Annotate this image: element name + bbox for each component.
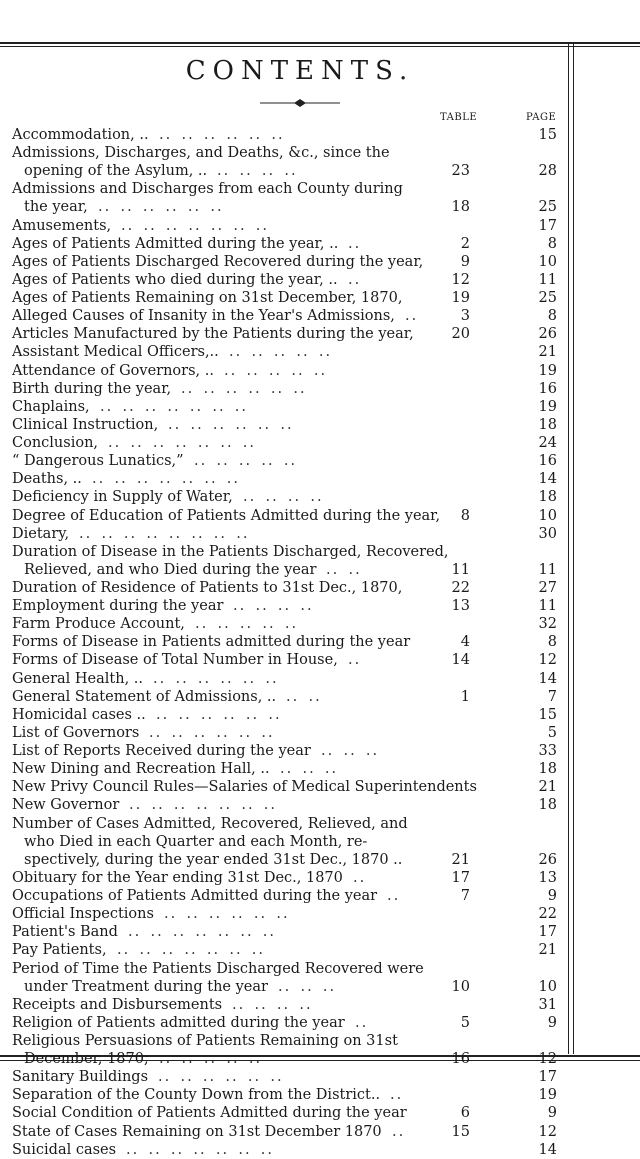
- contents-entry: [0, 706, 640, 724]
- entry-page-number: 33: [538, 743, 557, 760]
- divider-ornament-icon: [250, 98, 350, 108]
- page-title: CONTENTS.: [185, 56, 415, 86]
- entry-text: Ages of Patients Discharged Recovered during the year,: [12, 253, 424, 270]
- entry-table-number: 21: [451, 851, 470, 868]
- entry-page-number: 28: [538, 163, 557, 180]
- contents-entry: [0, 796, 640, 814]
- entry-text: Clinical Instruction,: [12, 416, 159, 433]
- entry-page-number: 14: [538, 471, 557, 488]
- leader-dots: .. .. .. .. .. ..: [168, 416, 294, 433]
- entry-page-number: 12: [538, 1051, 557, 1068]
- contents-entry: [0, 815, 640, 833]
- entry-text: Period of Time the Patients Discharged Recovered were: [12, 960, 424, 977]
- leader-dots: ..: [348, 652, 362, 669]
- entry-text: Chaplains,: [12, 398, 90, 415]
- entry-table-number: 13: [451, 598, 470, 615]
- entry-page-number: 18: [538, 416, 557, 433]
- entry-page-number: 8: [547, 235, 557, 252]
- entry-text: who Died in each Quarter and each Month, re-: [24, 833, 368, 850]
- entry-page-number: 17: [538, 1069, 557, 1086]
- entry-text: New Privy Council Rules—Salaries of Medical Superintendents: [12, 779, 477, 796]
- entry-page-number: 11: [538, 598, 557, 615]
- leader-dots: ..: [348, 235, 362, 252]
- entry-table-number: 6: [460, 1105, 470, 1122]
- entry-text: Social Condition of Patients Admitted during the year: [12, 1105, 407, 1122]
- entry-page-number: 14: [538, 670, 557, 687]
- entry-page-number: 15: [538, 127, 557, 143]
- leader-dots: .. .. .. .. ..: [229, 344, 333, 361]
- entry-text: Farm Produce Account,: [12, 616, 185, 633]
- leader-dots: ..: [355, 1014, 369, 1031]
- entry-page-number: 12: [538, 652, 557, 669]
- entry-table-number: 15: [451, 1123, 470, 1140]
- entry-table-number: 5: [460, 1014, 470, 1031]
- leader-dots: .. .. ..: [278, 978, 337, 995]
- entry-page-number: 19: [538, 362, 557, 379]
- leader-dots: .. .. .. .. .. .. .. ..: [79, 525, 250, 542]
- entry-page-number: 15: [538, 706, 557, 723]
- entry-table-number: 2: [460, 235, 470, 252]
- contents-entry-continuation: [0, 198, 640, 216]
- contents-entry: [0, 905, 640, 923]
- entry-page-number: 17: [538, 924, 557, 941]
- entry-text: the year,: [24, 199, 88, 216]
- contents-entry: [0, 325, 640, 343]
- contents-entry: [0, 633, 640, 651]
- entry-page-number: 12: [538, 1123, 557, 1140]
- contents-entry: [0, 253, 640, 271]
- entry-text: Alleged Causes of Insanity in the Year's Admissions,: [12, 308, 395, 325]
- entry-text: General Health, ..: [12, 670, 144, 687]
- entry-text: Relieved, and who Died during the year: [24, 561, 317, 578]
- contents-entry: [0, 380, 640, 398]
- entry-text: List of Reports Received during the year: [12, 743, 311, 760]
- entry-table-number: 17: [451, 869, 470, 886]
- entry-table-number: 18: [451, 199, 470, 216]
- contents-entry: [0, 235, 640, 253]
- contents-entry: [0, 271, 640, 289]
- entry-text: Admissions and Discharges from each County during: [12, 181, 403, 198]
- contents-entry: [0, 688, 640, 706]
- contents-entry: [0, 1086, 640, 1104]
- contents-entry: [0, 362, 640, 380]
- entry-text: State of Cases Remaining on 31st December 1870: [12, 1123, 382, 1140]
- entry-page-number: 16: [538, 380, 557, 397]
- leader-dots: .. .. .. .. .. ..: [98, 199, 224, 216]
- entry-text: Obituary for the Year ending 31st Dec., 1870: [12, 869, 343, 886]
- leader-dots: .. .. .. .. .. ..: [159, 127, 285, 143]
- leader-dots: .. .. .. .. ..: [194, 453, 298, 470]
- entry-table-number: 9: [460, 253, 470, 270]
- contents-entry-continuation: [0, 978, 640, 996]
- entry-table-number: 8: [460, 507, 470, 524]
- leader-dots: .. .. .. ..: [232, 996, 313, 1013]
- entry-table-number: 22: [451, 580, 470, 596]
- contents-entry: [0, 742, 640, 760]
- entry-text: Admissions, Discharges, and Deaths, &c., since the: [12, 145, 390, 162]
- contents-entry: [0, 615, 640, 633]
- entry-text: Duration of Residence of Patients to 31st Dec., 1870,: [12, 580, 403, 596]
- entry-page-number: 13: [538, 869, 557, 886]
- entry-text: Homicidal cases ..: [12, 706, 146, 723]
- leader-dots: .. .. .. .. .. .. ..: [92, 471, 241, 488]
- entry-page-number: 11: [538, 271, 557, 288]
- entry-text: General Statement of Admissions, ..: [12, 688, 277, 705]
- entry-text: Deaths, ..: [12, 471, 82, 488]
- contents-entry: [0, 1032, 640, 1050]
- contents-entry-continuation: [0, 833, 640, 851]
- leader-dots: ..: [392, 1123, 406, 1140]
- leader-dots: .. .. .. .. .. ..: [156, 706, 282, 723]
- entry-text: Pay Patients,: [12, 942, 107, 959]
- entry-page-number: 32: [538, 616, 557, 633]
- leader-dots: ..: [348, 271, 362, 288]
- entry-page-number: 26: [538, 851, 557, 868]
- contents-entry: [0, 887, 640, 905]
- entry-table-number: 20: [451, 326, 470, 343]
- entry-page-number: 8: [547, 308, 557, 325]
- contents-entry: [0, 470, 640, 488]
- leader-dots: .. .. .. ..: [243, 489, 324, 506]
- leader-dots: .. .. .. .. .. .. ..: [100, 398, 249, 415]
- entry-table-number: 19: [451, 290, 470, 307]
- entry-text: December, 1870,: [24, 1051, 149, 1068]
- entry-table-number: 10: [451, 978, 470, 995]
- leader-dots: .. .. .. .. .. .. ..: [117, 942, 266, 959]
- leader-dots: .. .. .. ..: [233, 598, 314, 615]
- leader-dots: .. .. .. .. .. ..: [181, 380, 307, 397]
- contents-entry: [0, 579, 640, 597]
- entry-text: Articles Manufactured by the Patients during the year,: [12, 326, 414, 343]
- entry-page-number: 18: [538, 797, 557, 814]
- contents-entry: [0, 960, 640, 978]
- contents-entry: [0, 1014, 640, 1032]
- entry-text: Sanitary Buildings: [12, 1069, 149, 1086]
- contents-entry-continuation: [0, 1050, 640, 1068]
- leader-dots: .. ..: [326, 561, 362, 578]
- leader-dots: .. .. .. .. ..: [159, 1051, 263, 1068]
- contents-entry: [0, 869, 640, 887]
- contents-entry: [0, 923, 640, 941]
- contents-entry: [0, 343, 640, 361]
- entry-page-number: 10: [538, 507, 557, 524]
- entry-page-number: 5: [547, 724, 557, 741]
- leader-dots: .. ..: [286, 688, 322, 705]
- entry-page-number: 27: [538, 580, 557, 596]
- entry-text: Receipts and Disbursements: [12, 996, 223, 1013]
- entry-page-number: 25: [538, 290, 557, 307]
- entry-text: Forms of Disease in Patients admitted during the year: [12, 634, 411, 651]
- column-header-page: PAGE: [526, 112, 557, 123]
- leader-dots: .. .. .. .. .. .. ..: [126, 1141, 275, 1158]
- leader-dots: .. .. .. .. .. ..: [149, 724, 275, 741]
- entry-table-number: 11: [451, 561, 470, 578]
- entry-page-number: 24: [538, 435, 557, 452]
- entry-text: Dietary,: [12, 525, 70, 542]
- entry-text: New Dining and Recreation Hall, ..: [12, 761, 270, 778]
- entry-table-number: 4: [460, 634, 470, 651]
- entry-table-number: 16: [451, 1051, 470, 1068]
- entry-page-number: 7: [547, 688, 557, 705]
- leader-dots: ..: [353, 869, 367, 886]
- contents-entry: [0, 525, 640, 543]
- contents-entry: [0, 1141, 640, 1159]
- entry-text: “ Dangerous Lunatics,”: [12, 453, 184, 470]
- entry-page-number: 8: [547, 634, 557, 651]
- entry-text: Ages of Patients Admitted during the year, ..: [12, 235, 339, 252]
- entry-page-number: 16: [538, 453, 557, 470]
- leader-dots: .. .. .. .. ..: [195, 616, 299, 633]
- entry-text: Occupations of Patients Admitted during the year: [12, 888, 378, 905]
- entry-page-number: 30: [538, 525, 557, 542]
- entry-page-number: 17: [538, 217, 557, 234]
- top-rule-thin: [0, 46, 640, 47]
- entry-table-number: 23: [451, 163, 470, 180]
- contents-entry: [0, 507, 640, 525]
- entry-text: Amusements,: [12, 217, 112, 234]
- entry-page-number: 18: [538, 761, 557, 778]
- entry-text: Patient's Band: [12, 924, 118, 941]
- entry-text: Number of Cases Admitted, Recovered, Relieved, and: [12, 815, 408, 832]
- entry-text: Ages of Patients Remaining on 31st December, 1870,: [12, 290, 403, 307]
- contents-entry: [0, 543, 640, 561]
- contents-entry: [0, 180, 640, 198]
- entry-page-number: 11: [538, 561, 557, 578]
- entry-text: Official Inspections: [12, 906, 154, 923]
- leader-dots: .. .. .. .. .. .. ..: [108, 435, 257, 452]
- contents-entry: [0, 289, 640, 307]
- entry-table-number: 3: [460, 308, 470, 325]
- column-header-table: TABLE: [440, 112, 478, 123]
- entry-text: opening of the Asylum, ..: [24, 163, 208, 180]
- entry-table-number: 14: [451, 652, 470, 669]
- leader-dots: ..: [387, 888, 401, 905]
- contents-entry: [0, 778, 640, 796]
- leader-dots: .. .. .. .. .. ..: [158, 1069, 284, 1086]
- entry-text: Suicidal cases: [12, 1141, 117, 1158]
- contents-entry: [0, 1104, 640, 1122]
- contents-entry: [0, 597, 640, 615]
- entry-page-number: 10: [538, 978, 557, 995]
- entry-text: spectively, during the year ended 31st Dec., 1870 ..: [24, 851, 403, 868]
- leader-dots: .. .. .. .. .. .. ..: [129, 797, 278, 814]
- entry-text: Deficiency in Supply of Water,: [12, 489, 233, 506]
- entry-text: Attendance of Governors, ..: [12, 362, 214, 379]
- entry-table-number: 7: [460, 888, 470, 905]
- entry-page-number: 10: [538, 253, 557, 270]
- contents-entry: [0, 724, 640, 742]
- contents-entry: [0, 1123, 640, 1141]
- leader-dots: .. .. .. .. .. ..: [153, 670, 279, 687]
- entry-text: Birth during the year,: [12, 380, 172, 397]
- contents-entry: [0, 670, 640, 688]
- leader-dots: ..: [405, 308, 419, 325]
- entry-text: List of Governors: [12, 724, 140, 741]
- entry-text: Religious Persuasions of Patients Remaining on 31st: [12, 1033, 398, 1049]
- entry-page-number: 19: [538, 1087, 557, 1104]
- contents-entry: [0, 416, 640, 434]
- entry-text: Conclusion,: [12, 435, 99, 452]
- leader-dots: .. .. .. ..: [217, 163, 298, 180]
- leader-dots: .. .. ..: [280, 761, 339, 778]
- contents-entry: [0, 1068, 640, 1086]
- entry-text: Separation of the County Down from the District..: [12, 1087, 381, 1104]
- entry-page-number: 9: [547, 888, 557, 905]
- entry-page-number: 18: [538, 489, 557, 506]
- entry-text: under Treatment during the year: [24, 978, 268, 995]
- contents-entry: [0, 144, 640, 162]
- entry-page-number: 19: [538, 398, 557, 415]
- leader-dots: .. .. .. .. .. .. ..: [121, 217, 270, 234]
- contents-entry: [0, 307, 640, 325]
- contents-entry: [0, 434, 640, 452]
- entry-page-number: 9: [547, 1014, 557, 1031]
- entry-page-number: 22: [538, 906, 557, 923]
- entry-table-number: 1: [460, 688, 470, 705]
- entry-page-number: 21: [538, 344, 557, 361]
- entry-table-number: 12: [451, 271, 470, 288]
- entry-text: Religion of Patients admitted during the year: [12, 1014, 345, 1031]
- entry-text: Employment during the year: [12, 598, 224, 615]
- entry-page-number: 21: [538, 779, 557, 796]
- entry-page-number: 14: [538, 1141, 557, 1158]
- contents-entry: [0, 941, 640, 959]
- contents-entry: [0, 217, 640, 235]
- contents-entry-continuation: [0, 561, 640, 579]
- entry-text: Degree of Education of Patients Admitted during the year,: [12, 507, 441, 524]
- contents-entry: [0, 996, 640, 1014]
- entry-text: Ages of Patients who died during the year, ..: [12, 271, 338, 288]
- leader-dots: .. .. .. .. ..: [224, 362, 328, 379]
- entry-page-number: 9: [547, 1105, 557, 1122]
- leader-dots: .. .. .. .. .. ..: [164, 906, 290, 923]
- entry-page-number: 31: [538, 996, 557, 1013]
- contents-entry: [0, 398, 640, 416]
- entry-text: New Governor: [12, 797, 120, 814]
- contents-entry: [0, 452, 640, 470]
- entry-text: Duration of Disease in the Patients Discharged, Recovered,: [12, 543, 449, 560]
- top-rule: [0, 42, 640, 44]
- entry-page-number: 26: [538, 326, 557, 343]
- leader-dots: .. .. .. .. .. .. ..: [128, 924, 277, 941]
- entry-text: Assistant Medical Officers,..: [12, 344, 219, 361]
- leader-dots: ..: [390, 1087, 404, 1104]
- entry-page-number: 21: [538, 942, 557, 959]
- leader-dots: .. .. ..: [321, 743, 380, 760]
- entry-text: Accommodation, ..: [12, 127, 149, 143]
- contents-entry: [0, 760, 640, 778]
- entry-page-number: 25: [538, 199, 557, 216]
- contents-entry: [0, 651, 640, 669]
- contents-entry: [0, 488, 640, 506]
- contents-entry-continuation: [0, 851, 640, 869]
- contents-entry: [0, 126, 640, 144]
- contents-entry-continuation: [0, 162, 640, 180]
- entry-text: Forms of Disease of Total Number in House,: [12, 652, 338, 669]
